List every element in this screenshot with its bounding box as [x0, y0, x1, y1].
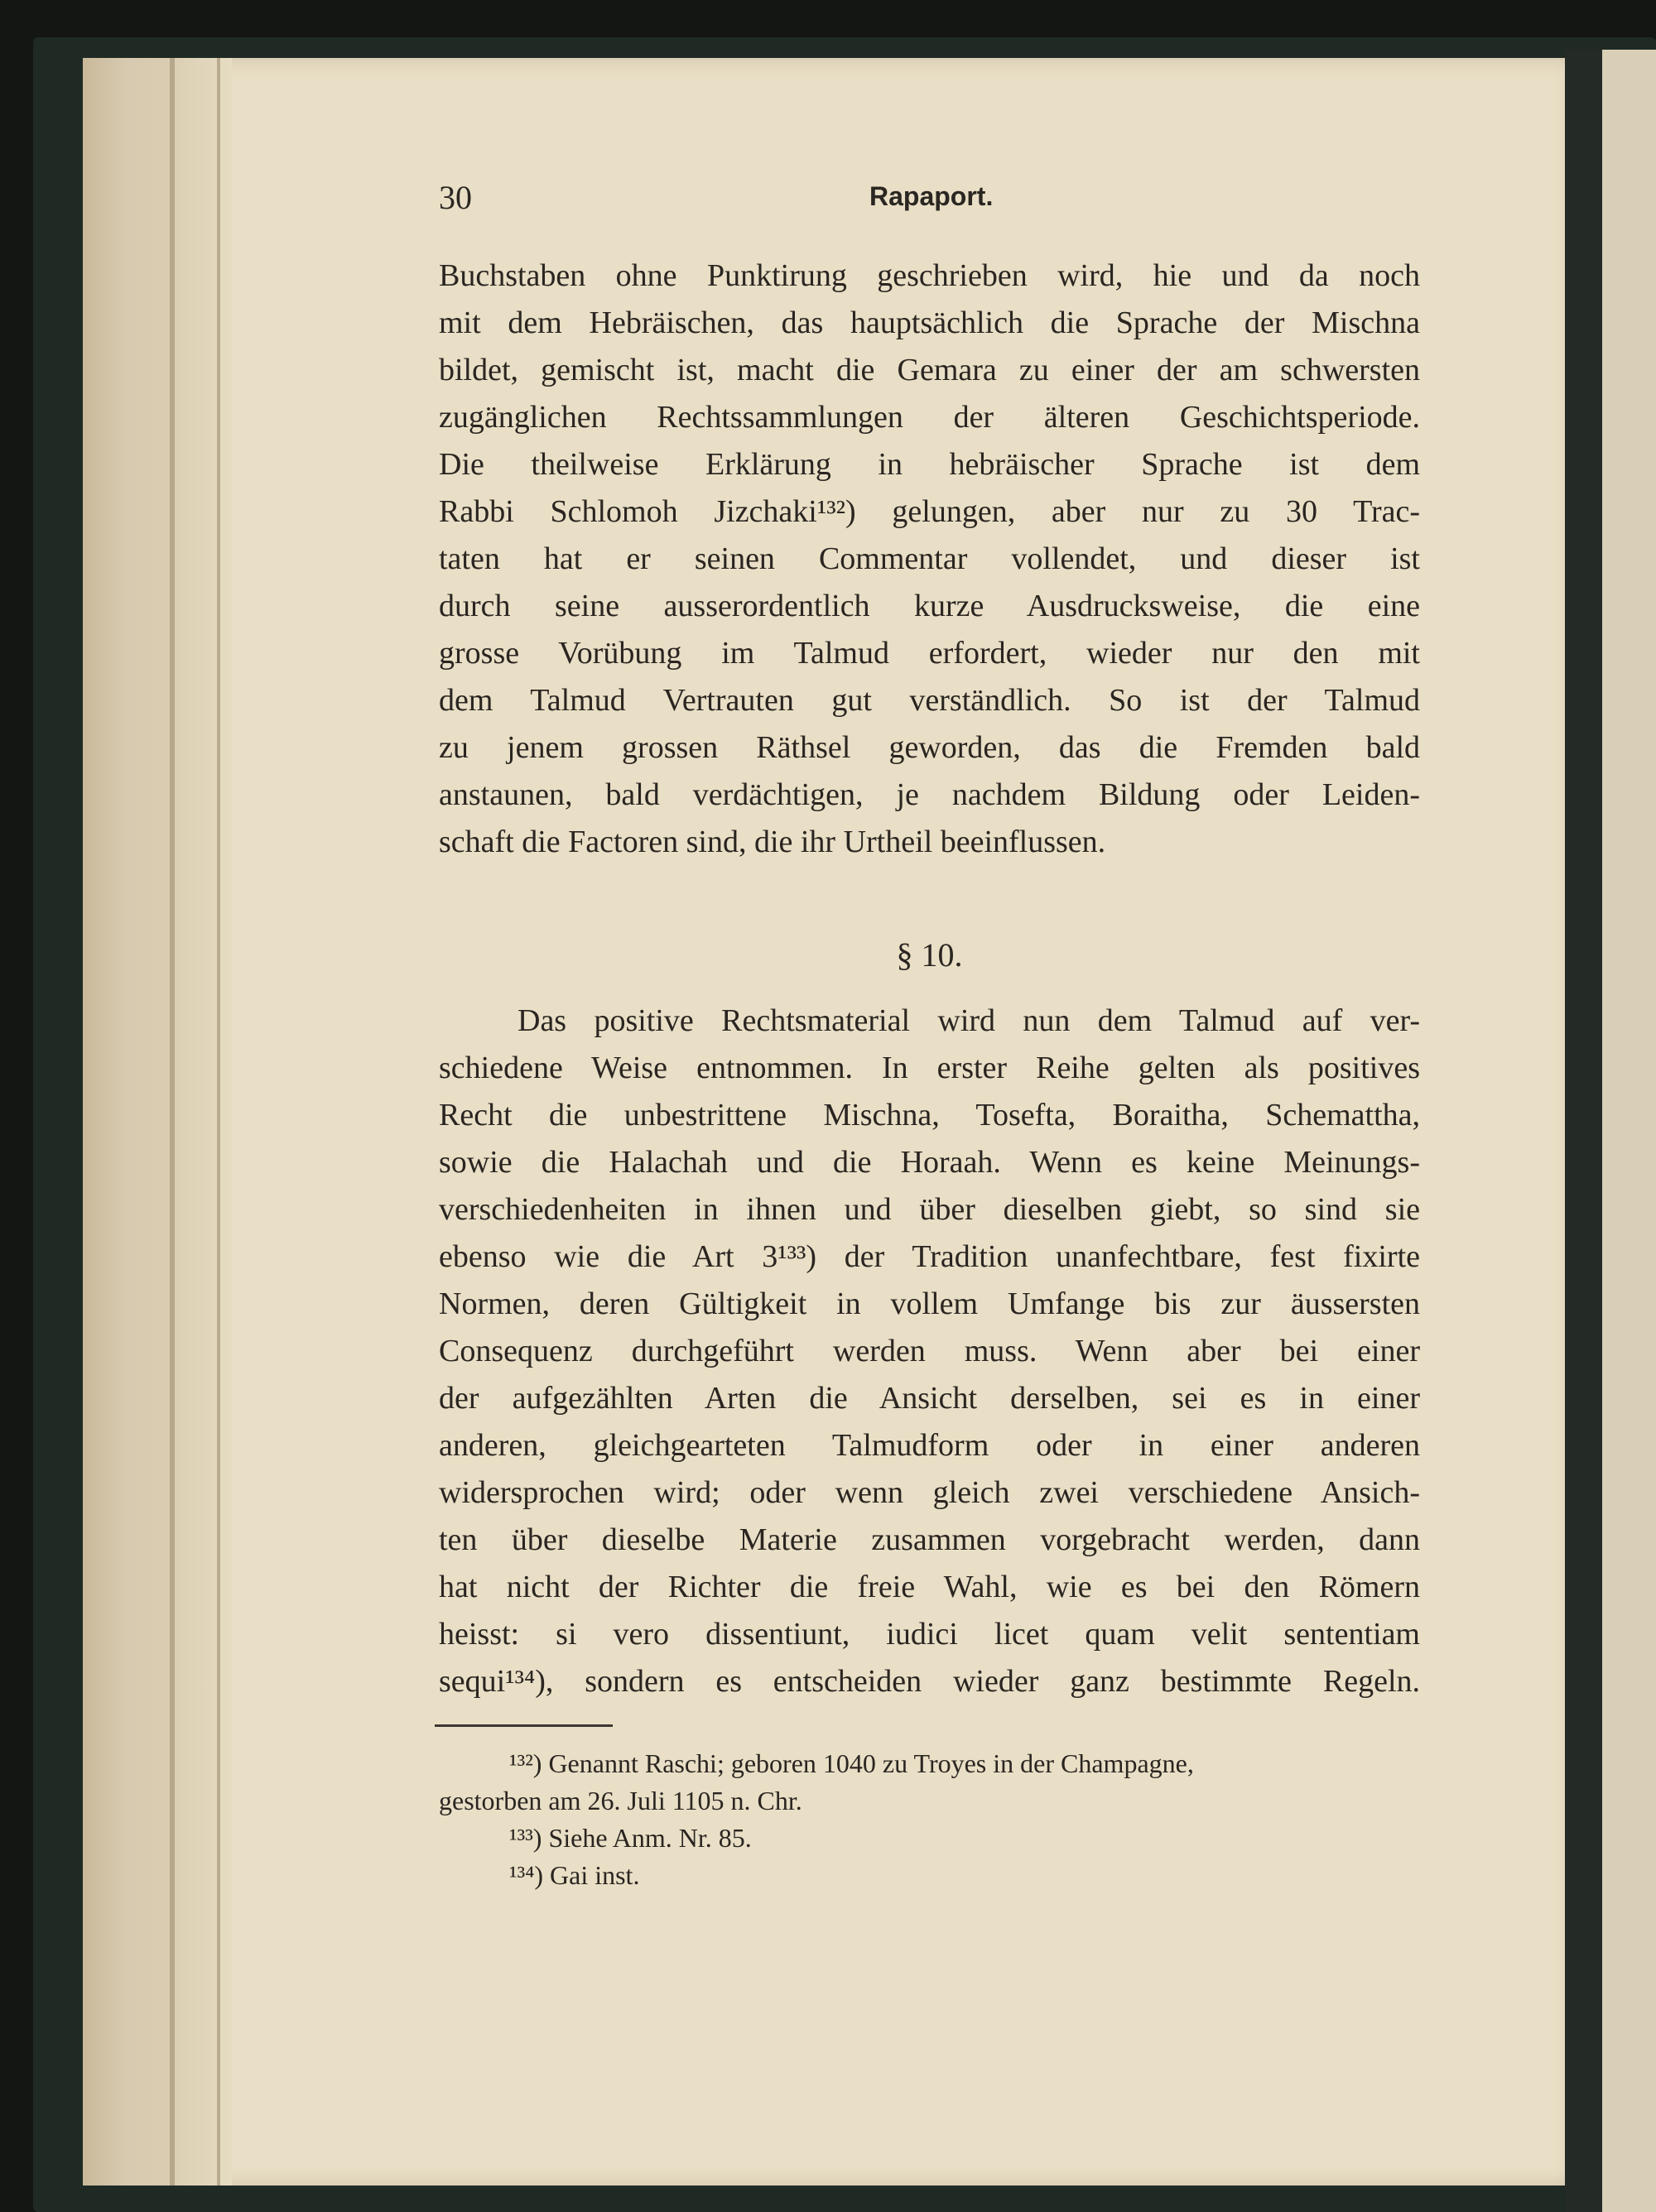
text-line: durch seine ausserordentlich kurze Ausdrucksweise, die eine [439, 589, 1420, 623]
text-line: mit dem Hebräischen, das hauptsächlich die Sprache der Mischna [439, 305, 1420, 340]
text-line: bildet, gemischt ist, macht die Gemara zu einer der am schwersten [439, 353, 1420, 387]
footnote-132: ¹³²) Genannt Raschi; geboren 1040 zu Troyes in der Champagne, [509, 1748, 1194, 1778]
paragraph-1 [439, 252, 1420, 866]
page-gutter [83, 58, 232, 2186]
section-heading: § 10. [896, 936, 963, 974]
footnote-rule [435, 1724, 613, 1727]
page-number: 30 [439, 179, 472, 216]
text-line: anstaunen, bald verdächtigen, je nachdem Bildung oder Leiden- [439, 777, 1420, 812]
gutter-fold-line [217, 58, 220, 2186]
running-title: Rapaport. [869, 181, 994, 211]
text-line: schaft die Factoren sind, die ihr Urtheil beeinflussen. [439, 825, 1106, 859]
footnote-134: ¹³⁴) Gai inst. [509, 1860, 640, 1890]
text-line: heisst: si vero dissentiunt, iudici licet quam velit sententiam [439, 1617, 1420, 1652]
text-line: Consequenz durchgeführt werden muss. Wenn aber bei einer [439, 1334, 1420, 1368]
text-line: Recht die unbestrittene Mischna, Tosefta, Boraitha, Schemattha, [439, 1098, 1420, 1132]
text-line: widersprochen wird; oder wenn gleich zwei verschiedene Ansich- [439, 1475, 1420, 1510]
footnote-132-continued: gestorben am 26. Juli 1105 n. Chr. [439, 1786, 802, 1815]
paragraph-2 [439, 998, 1420, 1705]
footnote-133: ¹³³) Siehe Anm. Nr. 85. [509, 1823, 752, 1853]
text-line: taten hat er seinen Commentar vollendet, und dieser ist [439, 541, 1420, 576]
text-line: Normen, deren Gültigkeit in vollem Umfange bis zur äussersten [439, 1286, 1420, 1321]
text-line: sowie die Halachah und die Horaah. Wenn es keine Meinungs- [439, 1145, 1420, 1180]
page-header [439, 178, 1432, 228]
text-line: der aufgezählten Arten die Ansicht derselben, sei es in einer [439, 1381, 1420, 1416]
text-line: hat nicht der Richter die freie Wahl, wie es bei den Römern [439, 1570, 1420, 1604]
text-line: ebenso wie die Art 3¹³³) der Tradition unanfechtbare, fest fixirte [439, 1239, 1420, 1274]
text-line: dem Talmud Vertrauten gut verständlich. So ist der Talmud [439, 683, 1420, 718]
text-line: zugänglichen Rechtssammlungen der älteren Geschichtsperiode. [439, 400, 1420, 435]
text-line: grosse Vorübung im Talmud erfordert, wieder nur den mit [439, 636, 1420, 671]
text-line: verschiedenheiten in ihnen und über dieselben giebt, so sind sie [439, 1192, 1420, 1227]
text-line: Rabbi Schlomoh Jizchaki¹³²) gelungen, aber nur zu 30 Trac- [439, 494, 1420, 529]
gutter-fold-line [170, 58, 175, 2186]
next-page-edge [1602, 50, 1656, 2212]
text-line: zu jenem grossen Räthsel geworden, das die Fremden bald [439, 730, 1420, 765]
text-line: sequi¹³⁴), sondern es entscheiden wieder ganz bestimmte Regeln. [439, 1664, 1420, 1699]
text-line: anderen, gleichgearteten Talmudform oder in einer anderen [439, 1428, 1420, 1463]
footnotes [439, 1745, 1420, 1894]
text-line: Das positive Rechtsmaterial wird nun dem Talmud auf ver- [518, 1003, 1420, 1038]
text-line: Buchstaben ohne Punktirung geschrieben wird, hie und da noch [439, 258, 1420, 293]
text-line: ten über dieselbe Materie zusammen vorgebracht werden, dann [439, 1522, 1420, 1557]
text-line: Die theilweise Erklärung in hebräischer Sprache ist dem [439, 447, 1420, 482]
text-line: schiedene Weise entnommen. In erster Reihe gelten als positives [439, 1051, 1420, 1085]
